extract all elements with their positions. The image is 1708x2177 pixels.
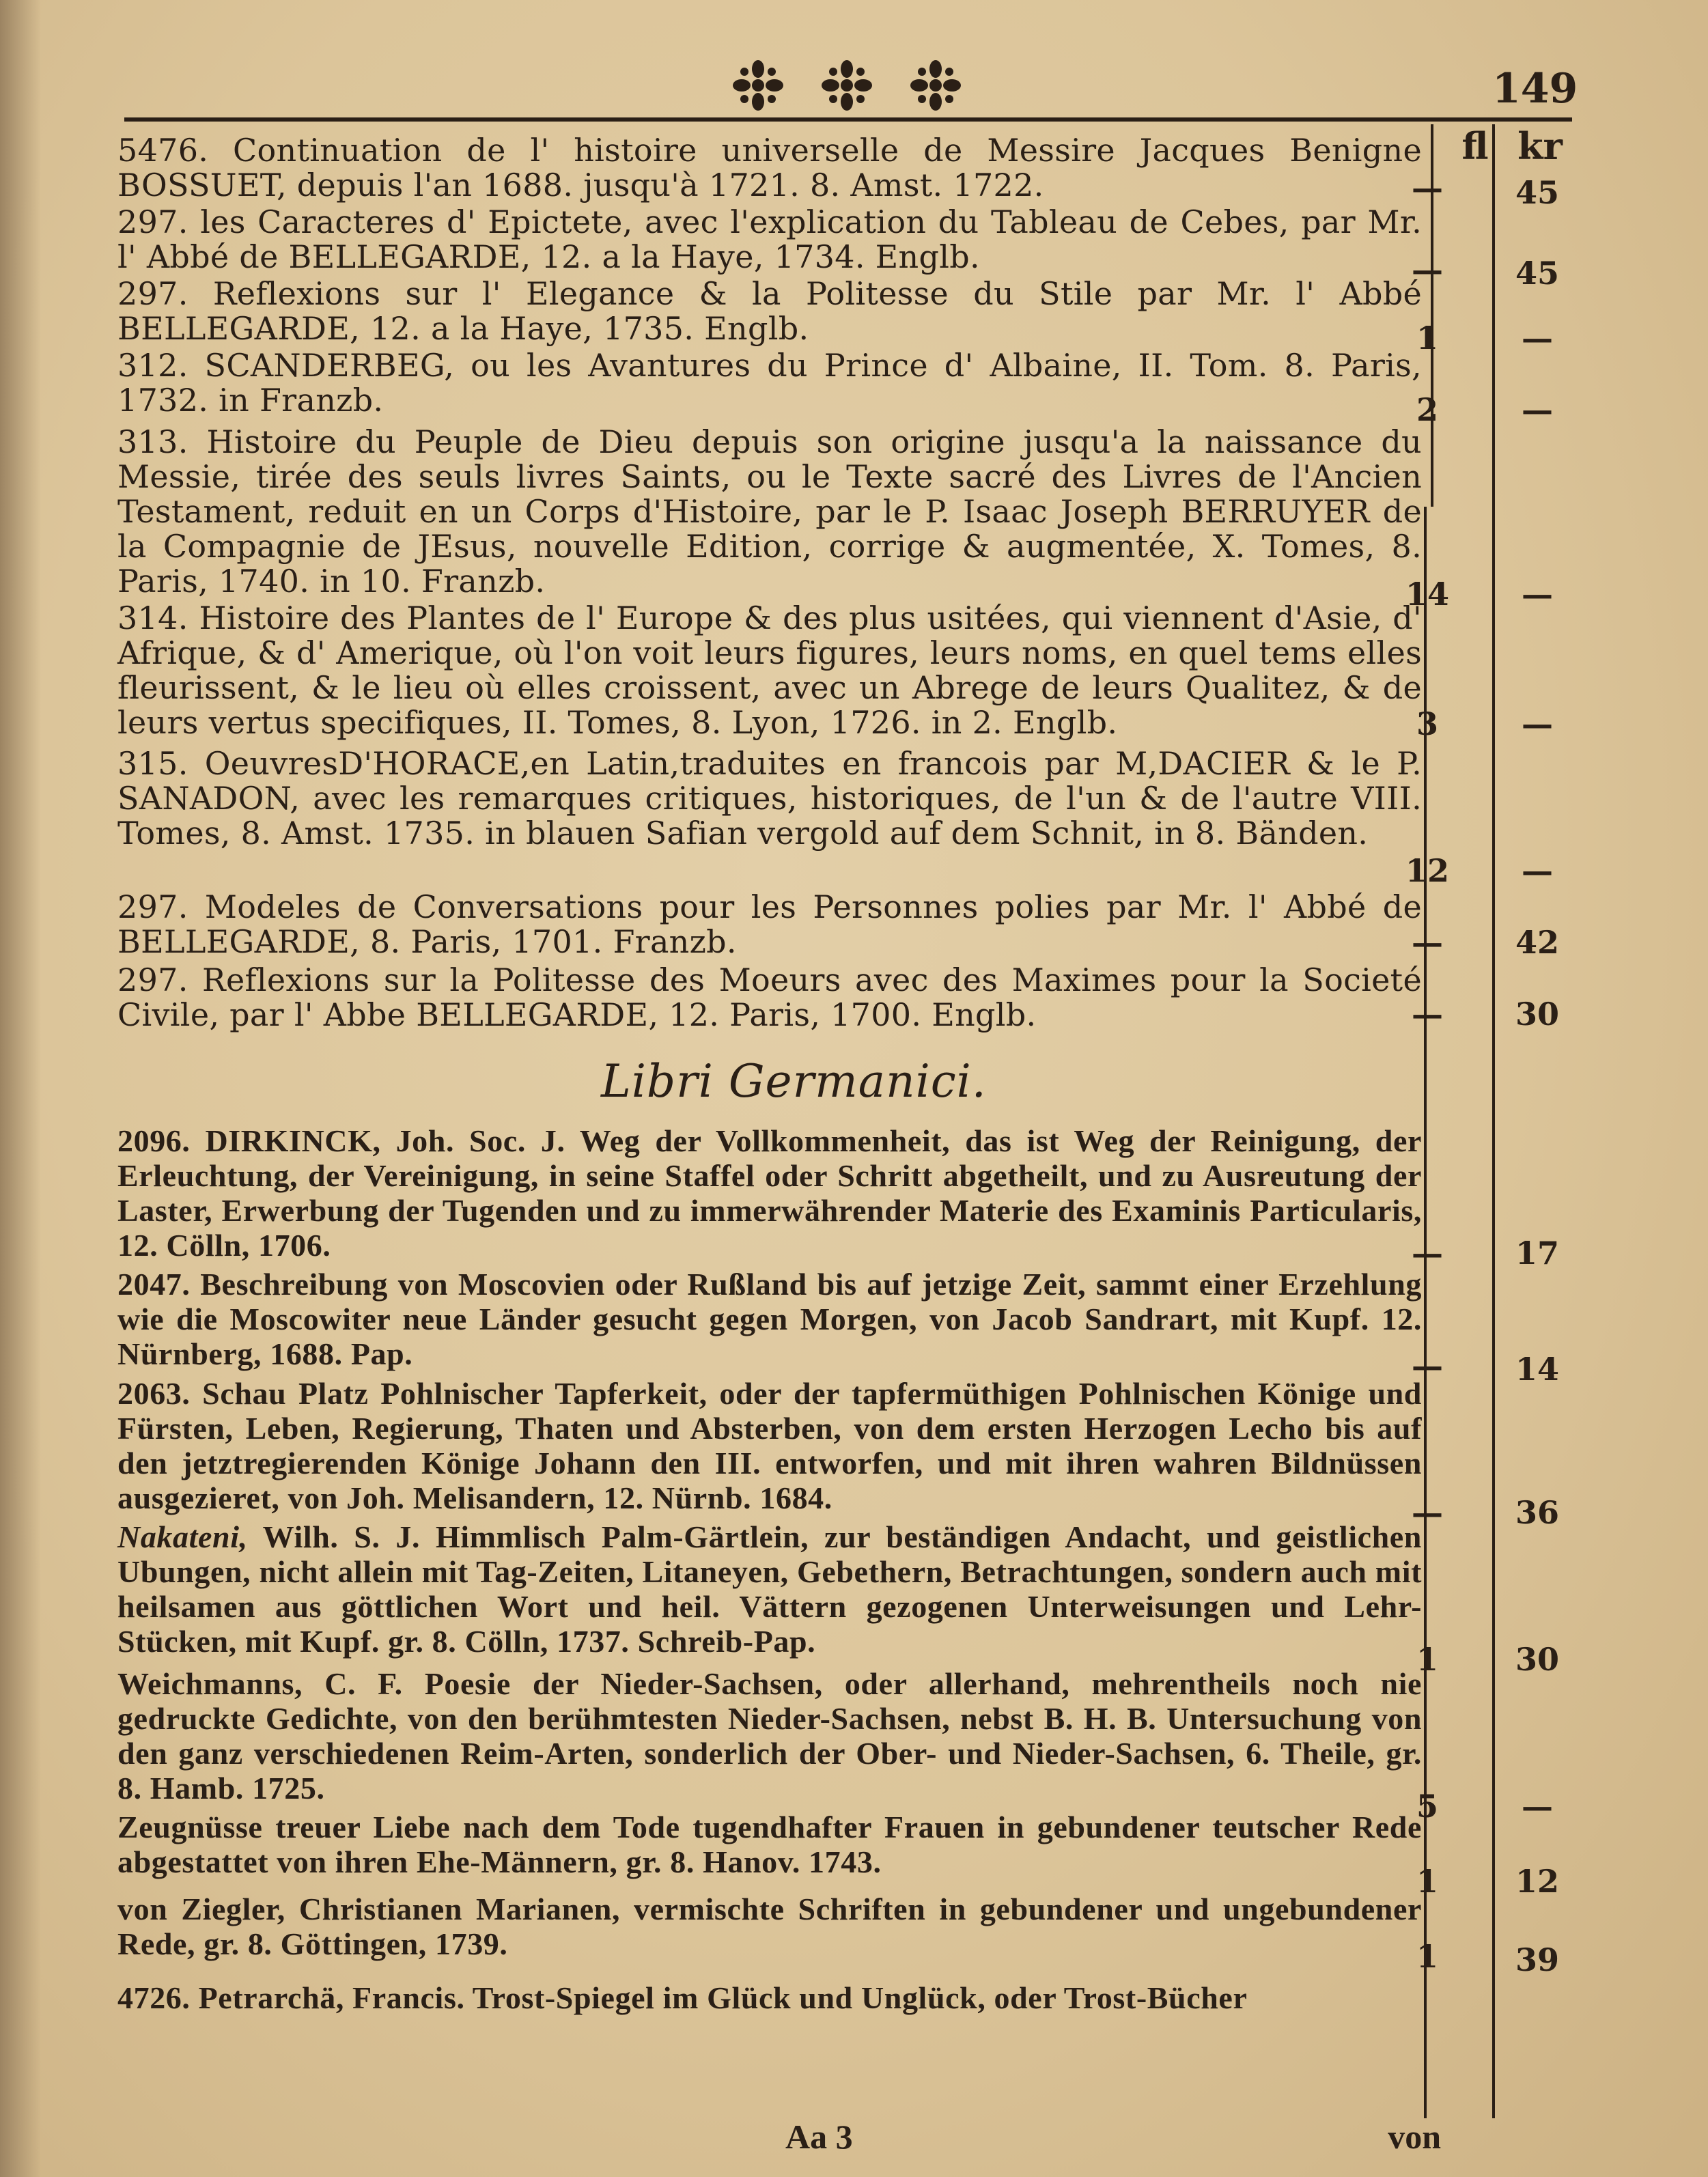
price-kr: 42 <box>1515 924 1559 961</box>
price-fl: 1 <box>1416 1863 1438 1900</box>
catalog-entry <box>117 348 1422 418</box>
entry-text: Wilh. S. J. Himmlisch Palm-Gärtlein, zur beständigen Andacht, und geistlichen Ubungen, nicht allein mit Tag-Zeiten, Litaneyen, Gebethern, Betrachtungen, sondern auch mit heilsamen aus göttlichen Wort und heil. Vättern gezogenen Unterweisungen und Lehr-Stücken, mit Kupf. gr. 8. Cölln, 1737. Schreib-Pap. <box>117 1519 1422 1659</box>
price-fl: 3 <box>1416 705 1438 742</box>
price-kr: — <box>1522 391 1553 428</box>
catalog-entry <box>117 1980 1422 2015</box>
entry-number: von Ziegler, <box>117 1892 285 1926</box>
price-fl: — <box>1412 1494 1443 1531</box>
catalog-entry <box>117 1376 1422 1515</box>
price-kr: — <box>1522 1788 1553 1825</box>
entry-number: 297. <box>117 203 188 240</box>
entry-text: SCANDERBEG, ou les Avantures du Prince d' Albaine, II. Tom. 8. Paris, 1732. in Franzb. <box>117 347 1422 419</box>
fleuron-icon <box>908 58 963 113</box>
entry-text: Histoire des Plantes de l' Europe & des plus usitées, qui viennent d'Asie, d' Afrique, & d' Amerique, où l'on voit leurs figures, leurs noms, en quel tems elles fleurissent, & le lieu où elles croissent, avec un Abrege de leurs Qualitez, & de leurs vertus specifiques, II. Tomes, 8. Lyon, 1726. in 2. Englb. <box>117 600 1422 741</box>
price-kr: 30 <box>1515 1641 1559 1678</box>
entry-text: Reflexions sur l' Elegance & la Politesse du Stile par Mr. l' Abbé BELLEGARDE, 12. a la Haye, 1735. Englb. <box>117 275 1422 347</box>
entry-number: 4726. <box>117 1980 191 2015</box>
entry-number: 2047. <box>117 1267 191 1302</box>
spine-shadow <box>0 0 41 2177</box>
price-kr: 45 <box>1515 174 1559 211</box>
entry-text: OeuvresD'HORACE,en Latin,traduites en francois par M,DACIER & le P. SANADON, avec les remarques critiques, historiques, de l'un & de l'autre VIII. Tomes, 8. Amst. 1735. in blauen Safian vergold auf dem Schnit, in 8. Bänden. <box>117 745 1422 852</box>
entry-number: 5476. <box>117 132 209 169</box>
price-fl: 1 <box>1416 1641 1438 1678</box>
entry-text: Petrarchä, Francis. Trost-Spiegel im Glück und Unglück, oder Trost-Bücher <box>198 1980 1248 2015</box>
price-kr: 17 <box>1515 1235 1559 1272</box>
price-fl: — <box>1412 996 1443 1033</box>
entry-text: Zeugnüsse treuer Liebe nach dem Tode tugendhafter Frauen in gebundener teutscher Rede abgestattet von ihren Ehe-Männern, gr. 8. Hanov. 1743. <box>117 1810 1422 1879</box>
price-fl: — <box>1412 169 1443 206</box>
price-fl: 12 <box>1405 852 1449 889</box>
catalog-entry <box>117 1892 1422 1961</box>
price-fl: 14 <box>1405 576 1449 613</box>
catalog-entry <box>117 746 1422 851</box>
price-kr: — <box>1522 705 1553 742</box>
section-title: Libri Germanici. <box>601 1055 987 1108</box>
header-ornament <box>731 58 963 113</box>
entry-number: 313. <box>117 423 188 460</box>
price-kr: 36 <box>1515 1494 1559 1531</box>
entry-number: Nakateni, <box>117 1519 248 1554</box>
price-kr: 12 <box>1515 1863 1559 1900</box>
catalog-entry <box>117 425 1422 599</box>
entry-text: C. F. Poesie der Nieder-Sachsen, oder allerhand, mehrentheils noch nie gedruckte Gedichte, von den berühmtesten Nieder-Sachsen, nebst B. H. B. Untersuchung von den ganz verschiedenen Reim-Arten, sonderlich der Ober- und Nieder-Sachsen, 6. Theile, gr. 8. Hamb. 1725. <box>117 1666 1422 1806</box>
catalog-entry <box>117 133 1422 203</box>
price-fl: 1 <box>1416 1938 1438 1975</box>
entry-number: 297. <box>117 275 188 312</box>
price-fl: 2 <box>1416 391 1438 428</box>
catchword: von <box>1388 2118 1441 2156</box>
catalog-entry <box>117 1810 1422 1879</box>
fleuron-icon <box>820 58 874 113</box>
price-fl: 1 <box>1416 320 1438 356</box>
price-fl: 5 <box>1416 1788 1438 1825</box>
column-header-kr: kr <box>1517 124 1563 168</box>
page-number: 149 <box>1492 65 1578 113</box>
price-kr: — <box>1522 576 1553 613</box>
entry-text: Christianen Marianen, vermischte Schriften in gebundener und ungebundener Rede, gr. 8. Göttingen, 1739. <box>117 1892 1422 1961</box>
price-kr: 30 <box>1515 996 1559 1033</box>
fleuron-icon <box>731 58 785 113</box>
entry-number: Weichmanns, <box>117 1666 303 1701</box>
entry-text: Continuation de l' histoire universelle de Messire Jacques Benigne BOSSUET, depuis l'an 1688. jusqu'à 1721. 8. Amst. 1722. <box>117 132 1422 203</box>
catalog-entry <box>117 1666 1422 1806</box>
entry-text: Beschreibung von Moscovien oder Rußland bis auf jetzige Zeit, sammt einer Erzehlung wie die Moscowiter neue Länder gesucht gegen Morgen, von Jacob Sandrart, mit Kupf. 12. Nürnberg, 1688. Pap. <box>117 1267 1422 1371</box>
column-header-fl: fl <box>1461 124 1489 168</box>
price-kr: 45 <box>1515 255 1559 292</box>
entry-number: 312. <box>117 347 188 384</box>
entry-number: 2063. <box>117 1376 191 1411</box>
price-fl: — <box>1412 251 1443 288</box>
price-kr: 39 <box>1515 1941 1559 1978</box>
header-rule <box>124 117 1572 122</box>
signature-mark: Aa 3 <box>785 2118 853 2156</box>
price-kr: — <box>1522 852 1553 889</box>
price-column-rule <box>1492 124 1495 2118</box>
price-fl: — <box>1412 1347 1443 1384</box>
price-kr: 14 <box>1515 1351 1559 1388</box>
entry-text: Schau Platz Pohlnischer Tapferkeit, oder der tapfermüthigen Pohlnischen Könige und Fürsten, Leben, Regierung, Thaten und Absterben, von dem ersten Herzogen Lecho bis auf den jetztregierenden Könige Johann den III. entworfen, und mit ihren wahren Bildnüssen ausgezieret, von Joh. Melisandern, 12. Nürnb. 1684. <box>117 1376 1422 1515</box>
entry-text: Histoire du Peuple de Dieu depuis son origine jusqu'a la naissance du Messie, tirée des seuls livres Saints, ou le Texte sacré des Livres de l'Ancien Testament, reduit en un Corps d'Histoire, par le P. Isaac Joseph BERRUYER de la Compagnie de JEsus, nouvelle Edition, corrige & augmentée, X. Tomes, 8. Paris, 1740. in 10. Franzb. <box>117 423 1422 600</box>
entry-number: 297. <box>117 961 188 998</box>
entry-text: DIRKINCK, Joh. Soc. J. Weg der Vollkommenheit, das ist Weg der Reinigung, der Erleuchtung, der Vereinigung, in seine Staffel oder Schritt abgetheilt, und zu Ausreutung der Laster, Erwerbung der Tugenden und zu immerwährender Materie des Examinis Particularis, 12. Cölln, 1706. <box>117 1123 1422 1263</box>
catalog-entry <box>117 963 1422 1033</box>
entry-text: les Caracteres d' Epictete, avec l'explication du Tableau de Cebes, par Mr. l' Abbé de BELLEGARDE, 12. a la Haye, 1734. Englb. <box>117 203 1422 275</box>
catalog-entry <box>117 601 1422 740</box>
price-fl: — <box>1412 924 1443 961</box>
catalog-entry <box>117 1519 1422 1659</box>
price-kr: — <box>1522 320 1553 356</box>
catalog-entry <box>117 1123 1422 1263</box>
catalog-entry <box>117 277 1422 346</box>
entry-text: Modeles de Conversations pour les Personnes polies par Mr. l' Abbé de BELLEGARDE, 8. Paris, 1701. Franzb. <box>117 888 1422 960</box>
entry-number: 315. <box>117 745 188 782</box>
catalog-entry <box>117 205 1422 275</box>
catalog-entry <box>117 1267 1422 1371</box>
entry-number: 314. <box>117 600 188 636</box>
entry-number: 297. <box>117 888 188 925</box>
entry-text: Reflexions sur la Politesse des Moeurs avec des Maximes pour la Societé Civile, par l' Abbe BELLEGARDE, 12. Paris, 1700. Englb. <box>117 961 1422 1033</box>
catalog-entry <box>117 890 1422 959</box>
entry-number: 2096. <box>117 1123 191 1158</box>
price-fl: — <box>1412 1235 1443 1272</box>
